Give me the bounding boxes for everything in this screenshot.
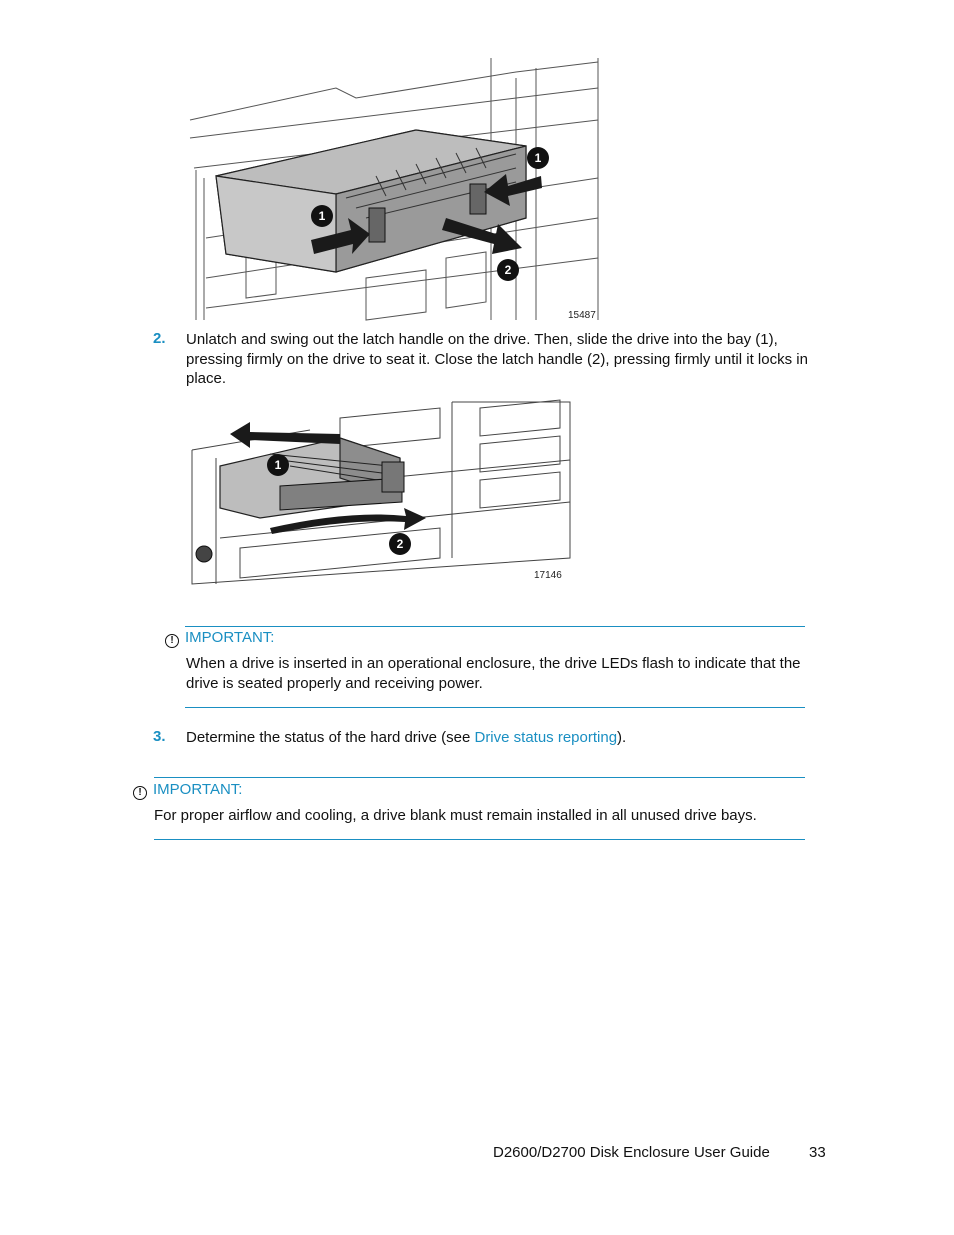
svg-text:1: 1 xyxy=(534,151,542,165)
important-2-top-rule xyxy=(154,777,805,778)
figure-drive-latch-close xyxy=(190,398,574,588)
svg-text:2: 2 xyxy=(396,537,404,551)
important-2-text: For proper airflow and cooling, a drive blank must remain installed in all unused drive bays. xyxy=(154,807,757,824)
exclamation-circle-icon: ! xyxy=(133,786,147,800)
important-1-header xyxy=(165,629,274,648)
svg-text:2: 2 xyxy=(504,263,512,277)
figure-number: 17146 xyxy=(534,570,562,581)
important-2-header xyxy=(133,781,242,800)
callout-2-icon xyxy=(497,259,519,281)
exclamation-circle-icon: ! xyxy=(165,634,179,648)
svg-text:1: 1 xyxy=(274,458,282,472)
important-1-top-rule xyxy=(185,626,805,627)
callout-2-icon xyxy=(389,533,411,555)
page-number: 33 xyxy=(809,1144,826,1161)
important-1-text: When a drive is inserted in an operational enclosure, the drive LEDs flash to indicate that the drive is seated properly and receiving power. xyxy=(186,655,801,692)
callout-1-icon xyxy=(267,454,289,476)
step-2-number: 2. xyxy=(153,330,166,347)
important-1-label: IMPORTANT: xyxy=(185,629,275,646)
callout-1b-icon xyxy=(527,147,549,169)
important-2-label: IMPORTANT: xyxy=(153,781,243,798)
figure-drive-insert-top xyxy=(186,58,602,324)
important-1-bottom-rule xyxy=(185,707,805,708)
step-3-number: 3. xyxy=(153,728,166,745)
step-2-text: Unlatch and swing out the latch handle on the drive. Then, slide the drive into the bay (1), pressing firmly on the drive to seat it. Close the latch handle (2), pressing firmly until it locks in place. xyxy=(186,331,808,387)
step-3-text: Determine the status of the hard drive (see Drive status reporting). xyxy=(186,729,627,746)
drive-status-reporting-link[interactable]: Drive status reporting xyxy=(474,729,618,746)
svg-text:1: 1 xyxy=(318,209,326,223)
figure-number: 15487 xyxy=(568,310,596,321)
footer-title: D2600/D2700 Disk Enclosure User Guide xyxy=(493,1144,770,1161)
callout-1a-icon xyxy=(311,205,333,227)
important-2-bottom-rule xyxy=(154,839,805,840)
